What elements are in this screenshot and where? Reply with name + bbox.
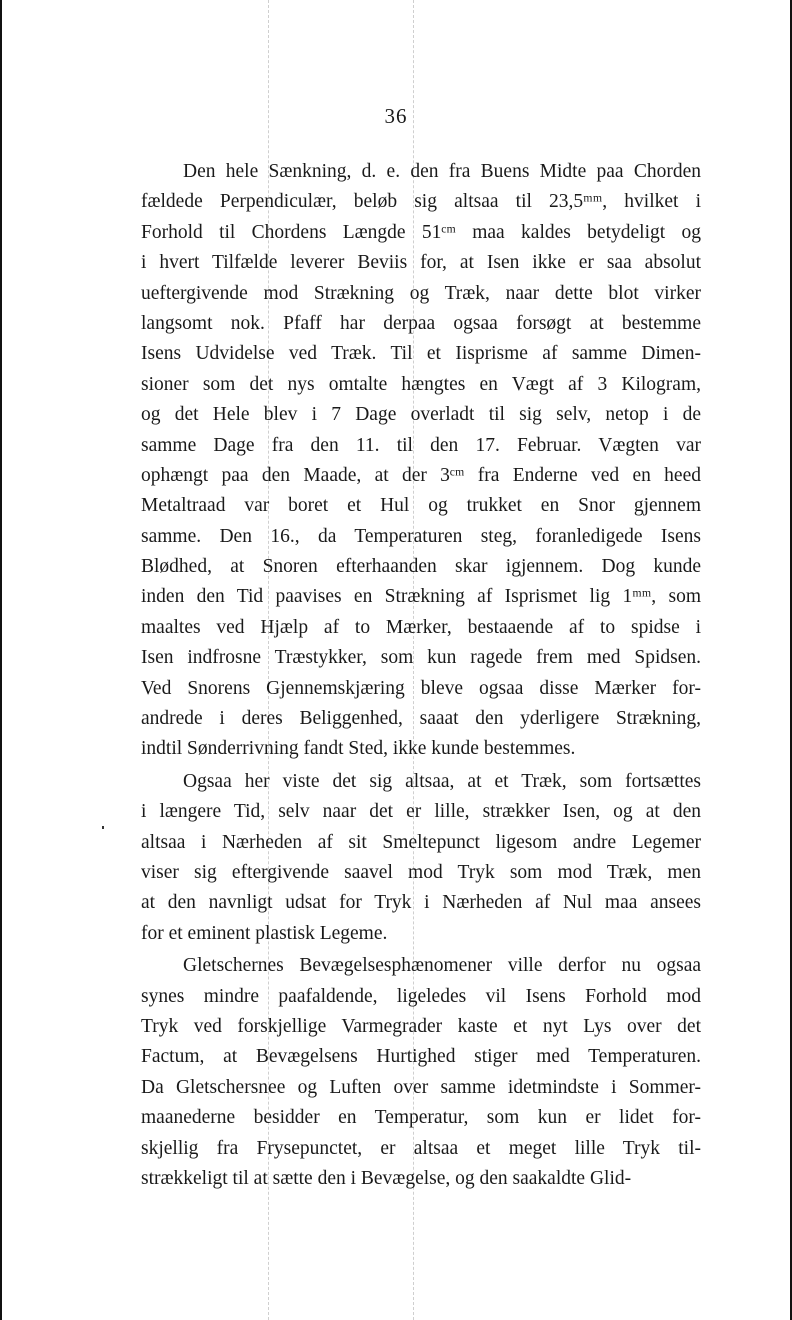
text-line: Blødhed, at Snoren efterhaanden skar igjennem. Dog kunde (141, 556, 701, 578)
text-line: indtil Sønderrivning fandt Sted, ikke kunde bestemmes. (141, 738, 576, 760)
text-line: sioner som det nys omtalte hængtes en Vægt af 3 Kilogram, (141, 373, 701, 395)
text-line: ueftergivende mod Strækning og Træk, naar dette blot virker (141, 282, 701, 304)
text-line: ophængt paa den Maade, at der 3ᶜᵐ fra Enderne ved en heed (141, 464, 701, 486)
text-line: altsaa i Nærheden af sit Smeltepunct ligesom andre Legemer (141, 831, 701, 853)
paragraph (141, 767, 701, 949)
text-line: strækkeligt til at sætte den i Bevægelse, og den saakaldte Glid- (141, 1167, 632, 1189)
text-line: samme. Den 16., da Temperaturen steg, foranledigede Isens (141, 525, 701, 547)
text-line: maaltes ved Hjælp af to Mærker, bestaaende af to spidse i (141, 616, 701, 638)
text-line: langsomt nok. Pfaff har derpaa ogsaa forsøgt at bestemme (141, 312, 701, 334)
text-line: i hvert Tilfælde leverer Beviis for, at Isen ikke er saa absolut (141, 252, 701, 274)
text-line: Den hele Sænkning, d. e. den fra Buens Midte paa Chorden (183, 161, 701, 182)
text-line: og det Hele blev i 7 Dage overladt til sig selv, netop i de (141, 404, 701, 426)
text-line: Factum, at Bevægelsens Hurtighed stiger med Temperaturen. (141, 1046, 701, 1068)
text-line: skjellig fra Frysepunctet, er altsaa et meget lille Tryk til- (141, 1137, 701, 1159)
text-line: Forhold til Chordens Længde 51ᶜᵐ maa kaldes betydeligt og (141, 221, 701, 243)
text-line: viser sig eftergivende saavel mod Tryk som mod Træk, men (141, 861, 701, 883)
text-line: samme Dage fra den 11. til den 17. Februar. Vægten var (141, 434, 701, 456)
text-line: fældede Perpendiculær, beløb sig altsaa til 23,5ᵐᵐ, hvilket i (141, 191, 701, 213)
text-line: inden den Tid paavises en Strækning af Isprismet lig 1ᵐᵐ, som (141, 586, 701, 608)
text-line: Isens Udvidelse ved Træk. Til et Iisprisme af samme Dimen- (141, 343, 701, 365)
text-line: Ved Snorens Gjennemskjæring bleve ogsaa disse Mærker for- (141, 677, 701, 699)
page-number: 36 (384, 104, 408, 128)
text-line: Isen indfrosne Træstykker, som kun ragede frem med Spidsen. (141, 647, 701, 669)
paragraph (141, 951, 701, 1194)
paragraph (141, 157, 701, 765)
body-text (141, 157, 701, 1196)
text-line: Metaltraad var boret et Hul og trukket en Snor gjennem (141, 495, 701, 517)
text-line: Da Gletschersnee og Luften over samme idetmindste i Sommer- (141, 1076, 701, 1098)
text-line: Ogsaa her viste det sig altsaa, at et Træk, som fortsættes (183, 770, 701, 792)
text-line: i længere Tid, selv naar det er lille, strækker Isen, og at den (141, 801, 701, 823)
text-line: at den navnligt udsat for Tryk i Nærheden af Nul maa ansees (141, 892, 701, 914)
text-line: Gletschernes Bevægelsesphænomener ville derfor nu ogsaa (183, 955, 701, 977)
text-line: Tryk ved forskjellige Varmegrader kaste et nyt Lys over det (141, 1015, 701, 1037)
text-line: synes mindre paafaldende, ligeledes vil Isens Forhold mod (141, 985, 701, 1007)
text-line: maanederne besidder en Temperatur, som kun er lidet for- (141, 1107, 701, 1129)
text-line: for et eminent plastisk Legeme. (141, 922, 388, 944)
ink-speck (102, 826, 104, 829)
text-line: andrede i deres Beliggenhed, saaat den yderligere Strækning, (141, 708, 701, 730)
